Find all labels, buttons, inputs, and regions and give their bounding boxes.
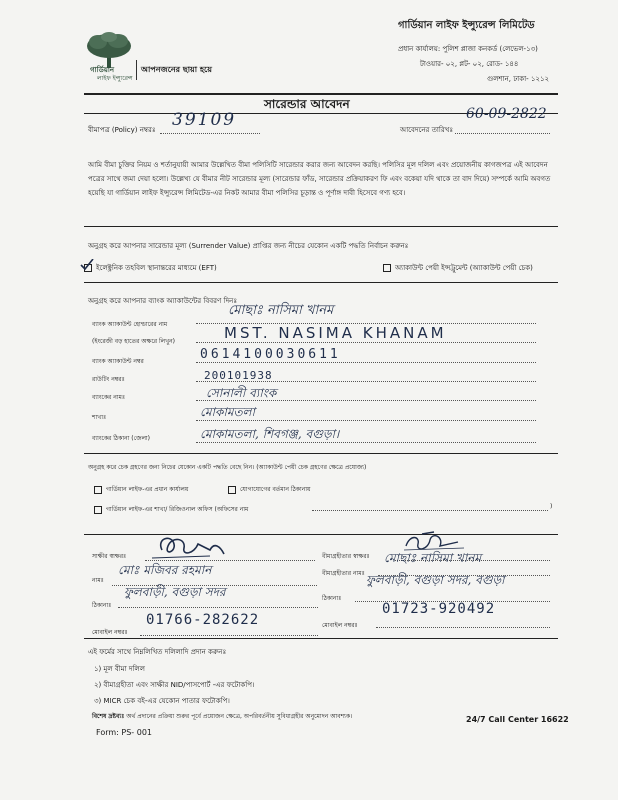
branch-name[interactable]: মোকামতলা [200, 405, 255, 419]
bank-address[interactable]: মোকামতলা, শিবগঞ্জ, বগুড়া। [200, 427, 340, 441]
holder-name-label: বীমাগ্রহীতার নামঃ [322, 570, 365, 577]
witness-address-underline [118, 607, 318, 608]
address-line-3: গুলশান, ঢাকা- ১২১২ [487, 75, 550, 83]
signature-rule [84, 638, 558, 639]
witness-mobile[interactable]: 01766-282622 [146, 612, 260, 628]
payment-question: অনুগ্রহ করে আপনার সারেন্ডার মূল্য (Surrender Value) প্রাপ্তির জন্য নীচের যেকোন একটি পদ্ধতি নির্বাচন করুনঃ [88, 242, 409, 250]
branch-option-label: গার্ডিয়ান লাইফ-এর শাখা/ রিজিওনাল অফিস (অফিসের নাম [106, 506, 249, 513]
eft-checkbox[interactable] [84, 264, 92, 272]
head-office-label: গার্ডিয়ান লাইফ-এর প্রধান কার্যালয় [106, 486, 189, 493]
call-center: 24/7 Call Center 16622 [466, 715, 569, 724]
cheque-opt-branch[interactable] [94, 504, 248, 515]
cheque-option[interactable] [383, 262, 533, 274]
document-item: ৩) MICR চেক বই-এর যেকোন পাতার ফটোকপি। [94, 697, 230, 705]
holder-mobile-underline [376, 627, 550, 628]
address-line-2: টাওয়ার- ০২, প্লট- ০২, রোড- ১৪৪ [420, 60, 519, 68]
holder-mobile[interactable]: 01723-920492 [382, 601, 496, 617]
address-label: যোগাযোগের বর্তমান ঠিকানায় [240, 486, 311, 493]
holder-signature-label: বীমাগ্রহীতার স্বাক্ষরঃ [322, 553, 370, 560]
document-item: ২) বীমাগ্রহীতা এবং সাক্ষীর NID/পাসপোর্ট -এর ফটোকপি। [94, 681, 255, 689]
bank-address-underline [196, 442, 536, 443]
document-item: ১) মূল বীমা দলিল [94, 665, 145, 673]
bank-name-underline [196, 400, 536, 401]
policy-underline [160, 133, 260, 134]
bank-heading: অনুগ্রহ করে আপনার ব্যাংক অ্যাকাউন্টের বিবরণ দিনঃ [88, 297, 238, 305]
address-line-1: প্রধান কার্যালয়: পুলিশ প্লাজা কনকর্ড (লেভেল-১৩) [398, 45, 538, 53]
cheque-opt-head-office[interactable] [94, 484, 188, 495]
cheque-opt-address[interactable] [228, 484, 311, 495]
branch-label: শাখাঃ [92, 414, 107, 421]
company-name: গার্ডিয়ান লাইফ ইন্স্যুরেন্স লিমিটেড [398, 20, 535, 31]
branch-checkbox[interactable] [94, 506, 102, 514]
bank-name-label: ব্যাংকের নামঃ [92, 394, 126, 401]
branch-paren-close: ) [550, 503, 553, 510]
tagline: আপনজনের ছায়া হয়ে [141, 65, 212, 74]
eft-label: ইলেক্ট্রনিক তহবিল স্থানান্তরের মাধ্যমে (EFT) [96, 264, 217, 272]
holder-name[interactable]: মোছাঃ নাসিমা খানম [384, 551, 482, 565]
routing-label: রাউটিং নম্বরঃ [92, 376, 125, 383]
holder-address[interactable]: ফুলবাড়ী, বগুড়া সদর, বগুড়া [366, 573, 505, 587]
cheque-label: অ্যাকাউন্ট পেয়ী ইন্সট্রুমেন্ট (অ্যাকাউন্ট পেয়ী চেক) [395, 264, 533, 272]
witness-mobile-underline [140, 635, 318, 636]
witness-mobile-label: মোবাইল নম্বরঃ [92, 629, 128, 636]
holder-name-en[interactable]: MST. NASIMA KHANAM [224, 324, 447, 342]
logo-name: গার্ডিয়ান [90, 66, 115, 74]
special-note-label: বিশেষ দ্রষ্টব্যঃ [92, 713, 125, 720]
special-note [92, 711, 352, 722]
policy-number[interactable]: 39109 [172, 110, 237, 130]
logo-subtitle: লাইফ ইন্স্যুরেন্স [97, 75, 133, 82]
form-number: Form: PS- 001 [96, 728, 152, 737]
holder-en-underline [196, 342, 536, 343]
account-number[interactable]: 0614100030611 [200, 347, 341, 362]
special-note-text: অর্থ প্রদানের প্রক্রিয়া শুরুর পূর্বে প্রয়োজন ক্ষেত্রে, অপরিবর্তনীয় সুবিধাগ্রহীর অনুমোদন আবশ্যক। [126, 713, 353, 720]
witness-name-label: নামঃ [92, 577, 104, 584]
cheque-heading: অনুগ্রহ করে চেক গ্রহণের জন্য নিচের যেকোন একটি পদ্ধতি বেছে নিন। (অ্যাকাউন্ট পেয়ী চেক গ্রহণের ক্ষেত্রে প্রযোজ্য) [88, 464, 367, 471]
branch-office-underline [312, 510, 548, 511]
date-underline [455, 133, 550, 134]
branch-underline [196, 420, 536, 421]
head-office-checkbox[interactable] [94, 486, 102, 494]
cheque-checkbox[interactable] [383, 264, 391, 272]
form-title: সারেন্ডার আবেদন [264, 97, 350, 111]
policy-label: বীমাপত্র (Policy) নম্বরঃ [88, 126, 156, 134]
date-label: আবেদনের তারিখঃ [400, 126, 454, 134]
account-underline [196, 362, 536, 363]
witness-signature[interactable] [150, 530, 230, 564]
documents-heading: এই ফর্মের সাথে নিম্নলিখিত দলিলাদি প্রদান করুনঃ [88, 648, 227, 656]
declaration-text: আমি বীমা চুক্তির নিয়ম ও শর্তানুযায়ী আমার উল্লেখিত বীমা পলিসিটি সারেন্ডার করার জন্য আবেদন করছি। পলিসির মূল দলিল এবং প্রয়োজনীয় কাগজপত্র এই আবেদন পত্রের সাথে জমা দেয়া হলো। উল্লেখ্য যে বীমার নীট সারেন্ডার মূল্য (সারেন্ডার ফাঁড, সারেন্ডার প্রক্রিয়াকরণ ফি এবং বকেয়া যদি থাকে তা বাদ দিয়ে) সম্পর্কে আমি অবগত হয়েছি যা গার্ডিয়ান লাইফ ইন্স্যুরেন্স লিমিটেড-এর নিকট আমার বীমা পলিসির চূড়ান্ত ও পূর্ণাঙ্গ দাবী হিসেবে গণ্য হবে। [88, 161, 551, 197]
address-checkbox[interactable] [228, 486, 236, 494]
title-rule-top [84, 93, 558, 95]
bank-name[interactable]: সোনালী ব্যাংক [206, 386, 277, 400]
eft-option[interactable] [84, 262, 217, 274]
routing-underline [196, 381, 536, 382]
witness-address-label: ঠিকানাঃ [92, 602, 112, 609]
witness-sig-underline [145, 560, 315, 561]
routing-number[interactable]: 200101938 [204, 369, 273, 382]
application-date[interactable]: 60-09-2822 [466, 106, 547, 122]
witness-signature-scribble [150, 530, 230, 564]
holder-en-label: (ইংরেজী বড় হাতের অক্ষরে লিখুন) [92, 338, 176, 345]
witness-signature-label: সাক্ষীর স্বাক্ষরঃ [92, 553, 127, 560]
holder-address-label: ঠিকানাঃ [322, 595, 342, 602]
bank-address-label: ব্যাংকের ঠিকানা (জেলা) [92, 435, 151, 442]
declaration-rule [84, 226, 558, 227]
witness-name[interactable]: মোঃ মজিবর রহমান [118, 563, 212, 577]
holder-label: ব্যাংক অ্যাকাউন্ট হোল্ডারের নাম [92, 321, 168, 328]
holder-name-bn[interactable]: মোছাঃ নাসিমা খানম [228, 303, 334, 318]
witness-address[interactable]: ফুলবাড়ী, বগুড়া সদর [124, 585, 226, 599]
payment-rule [84, 282, 558, 283]
account-label: ব্যাংক অ্যাকাউন্ট নম্বর [92, 358, 144, 365]
check-icon [80, 259, 94, 271]
logo-divider [136, 60, 137, 80]
holder-mobile-label: মোবাইল নম্বরঃ [322, 622, 358, 629]
bank-rule [84, 453, 558, 454]
